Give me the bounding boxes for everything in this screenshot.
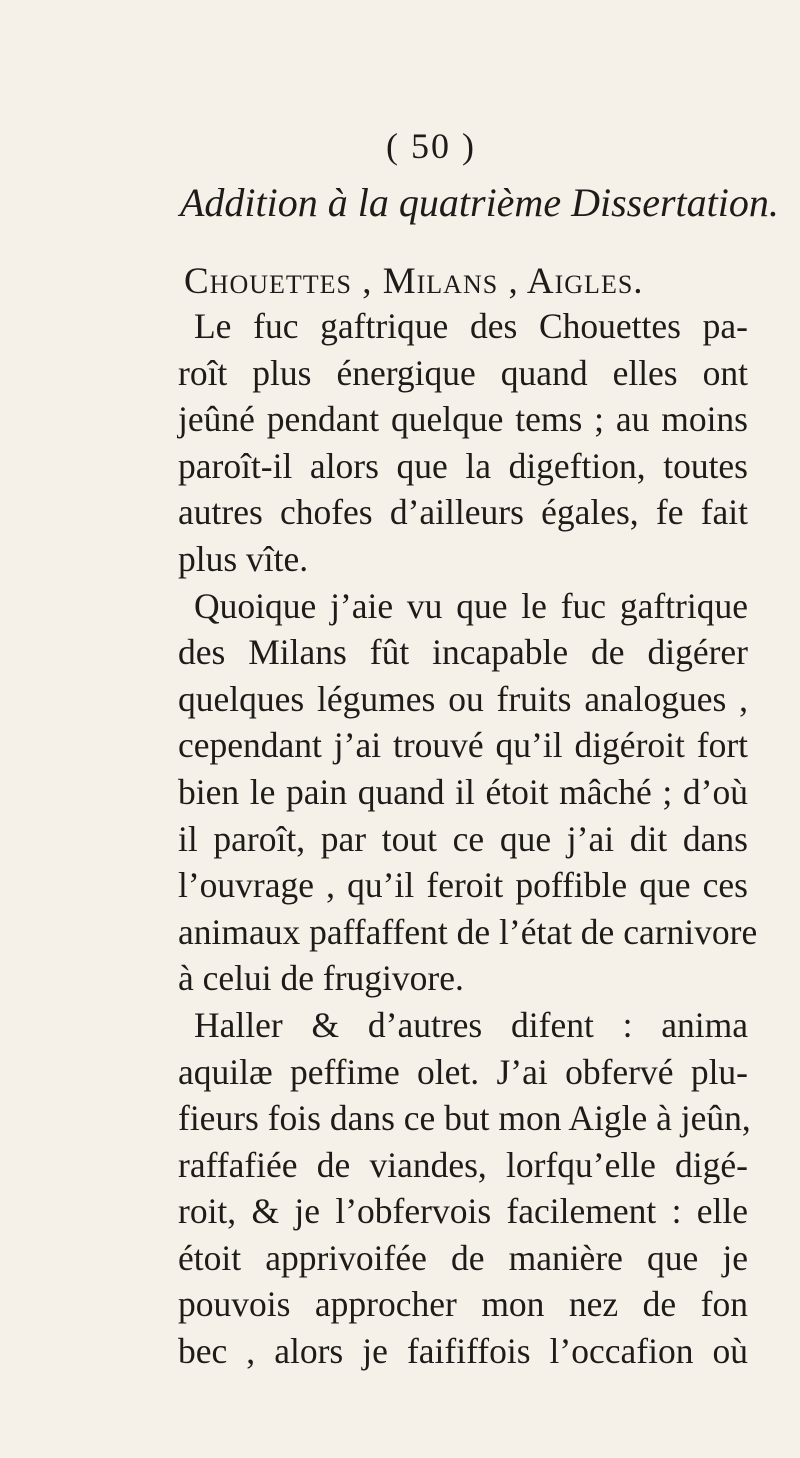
text-line: plus vîte. [178,538,309,579]
text-line: roît plus énergique quand elles ont [178,352,748,393]
text-line: autres chofes d’ailleurs égales, fe fait [178,492,748,533]
text-line: il paroît, par tout ce que j’ai dit dans [178,818,748,859]
text-line: étoit apprivoifée de manière que je [178,1237,748,1278]
body-text [178,303,758,1375]
text-line: raffafiée de viandes, lorfqu’elle digé- [178,1144,748,1185]
section-heading: Addition à la quatrième Dissertation. [180,180,779,225]
text-line: bec , alors je faififfois l’occafion où [178,1331,748,1372]
page-number: ( 50 ) [386,126,476,166]
text-line: l’ouvrage , qu’il feroit poffible que ces [178,865,748,906]
text-line: paroît-il alors que la digeftion, toutes [178,445,748,486]
text-line: Le fuc gaftrique des Chouettes pa- [194,306,748,346]
text-line: jeûné pendant quelque tems ; au moins [178,399,748,440]
section-title: Chouettes , Milans , Aigles. [184,261,644,302]
text-line: des Milans fût incapable de digérer [178,632,748,673]
text-line: à celui de frugivore. [178,958,464,999]
text-line: bien le pain quand il étoit mâché ; d’où [178,771,748,812]
text-line: aquilæ peffime olet. J’ai obfervé plu- [178,1051,748,1092]
text-line: quelques légumes ou fruits analogues , [178,678,748,719]
text-line: animaux paffaffent de l’état de carnivore [178,911,758,952]
text-line: Quoique j’aie vu que le fuc gaftrique [194,585,748,626]
text-line: cependant j’ai trouvé qu’il digéroit fort [178,725,748,766]
text-line: roit, & je l’obfervois facilement : elle [178,1191,748,1232]
text-line: Haller & d’autres difent : anima [194,1004,748,1045]
text-line: pouvois approcher mon nez de fon [178,1284,748,1325]
text-line: fieurs fois dans ce but mon Aigle à jeûn, [178,1098,751,1139]
